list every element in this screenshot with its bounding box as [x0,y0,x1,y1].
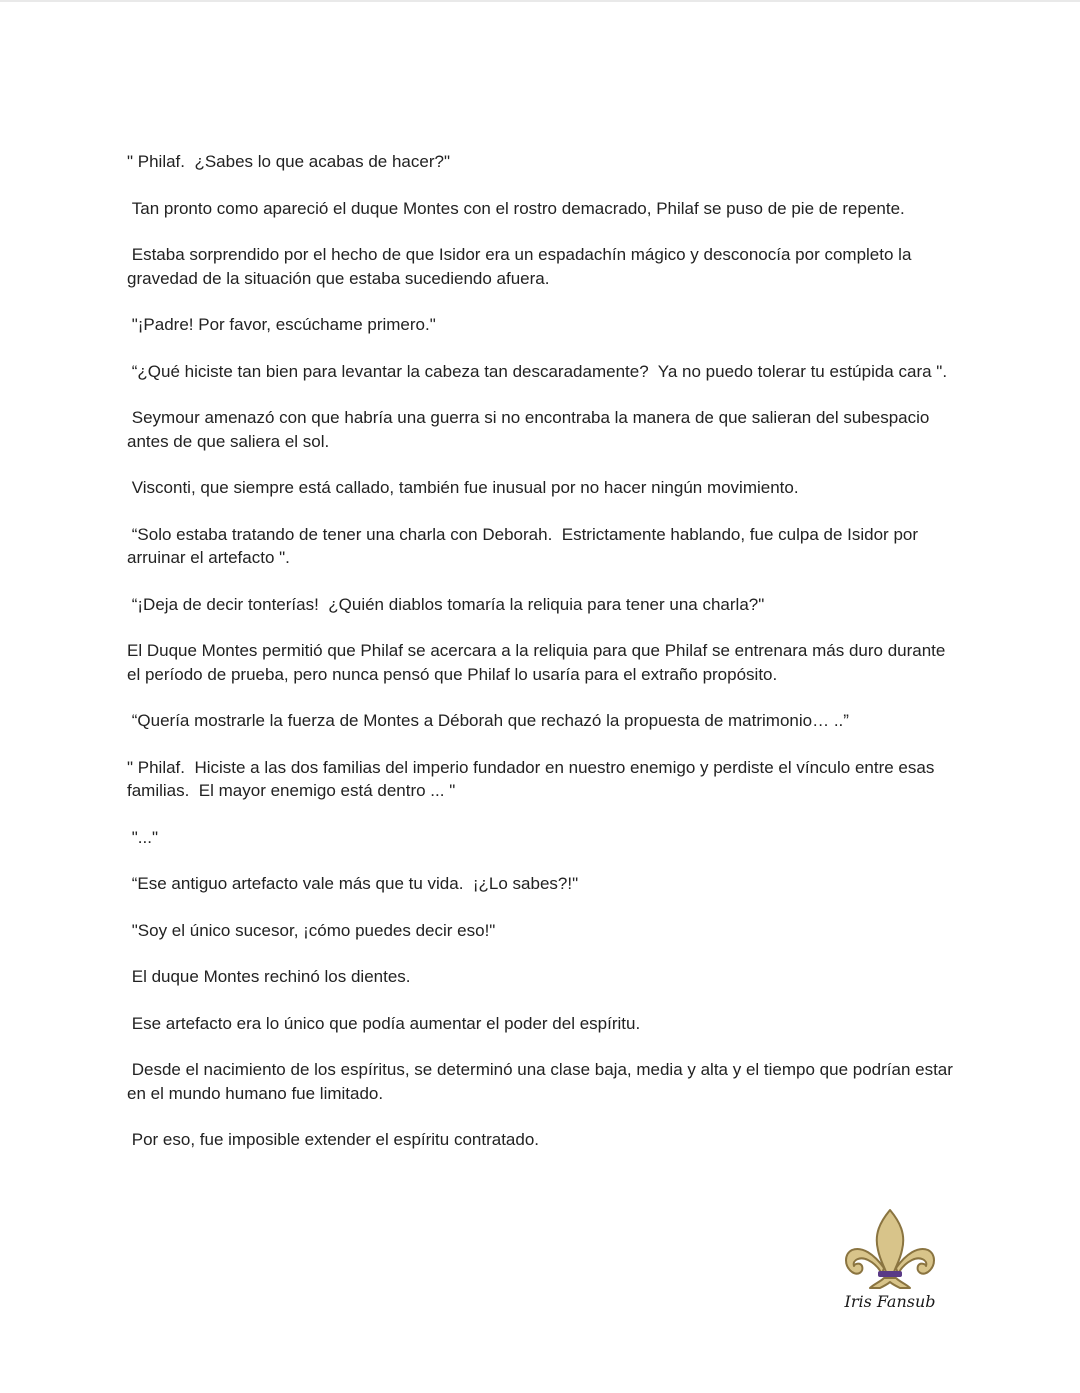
paragraph: Tan pronto como apareció el duque Montes con el rostro demacrado, Philaf se puso de pie de repente. [127,198,905,218]
top-divider [0,0,1080,2]
paragraph: “Solo estaba tratando de tener una charla con Deborah. Estrictamente hablando, fue culpa de Isidor por arruinar el artefacto ". [127,524,923,567]
paragraph: Desde el nacimiento de los espíritus, se determinó una clase baja, media y alta y el tiempo que podrían estar en el mundo humano fue limitado. [127,1060,958,1103]
paragraph: Estaba sorprendido por el hecho de que Isidor era un espadachín mágico y desconocía por completo la gravedad de la situación que estaba sucediendo afuera. [127,245,917,288]
paragraph: El duque Montes rechinó los dientes. [127,967,411,986]
paragraph: “¡Deja de decir tonterías! ¿Quién diablos tomaría la reliquia para tener una charla?" [127,594,765,614]
paragraph: Seymour amenazó con que habría una guerra si no encontraba la manera de que salieran del subespacio antes de que saliera el sol. [127,408,935,451]
paragraph: “Ese antiguo artefacto vale más que tu vida. ¡¿Lo sabes?!" [127,874,579,893]
paragraph: "Soy el único sucesor, ¡cómo puedes decir eso!" [127,920,496,940]
document-body [127,150,957,1175]
paragraph: Ese artefacto era lo único que podía aumentar el poder del espíritu. [127,1013,641,1033]
paragraph: "¡Padre! Por favor, escúchame primero." [127,315,436,334]
paragraph: Visconti, que siempre está callado, también fue inusual por no hacer ningún movimiento. [127,478,799,497]
logo-caption: Iris Fansub [844,1292,936,1311]
paragraph: El Duque Montes permitió que Philaf se acercara a la reliquia para que Philaf se entrenara más duro durante el período de prueba, pero nunca pensó que Philaf lo usaría para el extraño propósito. [127,641,951,684]
paragraph: “Quería mostrarle la fuerza de Montes a Déborah que rechazó la propuesta de matrimonio… ..” [127,711,849,730]
paragraph: " Philaf. ¿Sabes lo que acabas de hacer?" [127,152,450,171]
paragraph: “¿Qué hiciste tan bien para levantar la cabeza tan descaradamente? Ya no puedo tolerar tu estúpida cara ". [127,361,948,381]
paragraph: " Philaf. Hiciste a las dos familias del imperio fundador en nuestro enemigo y perdiste el vínculo entre esas familias. El mayor enemigo está dentro ... " [127,757,940,800]
paragraph: Por eso, fue imposible extender el espíritu contratado. [127,1130,540,1149]
paragraph: "..." [127,827,158,847]
fleur-de-lis-icon [840,1208,940,1292]
watermark-logo [840,1208,940,1318]
